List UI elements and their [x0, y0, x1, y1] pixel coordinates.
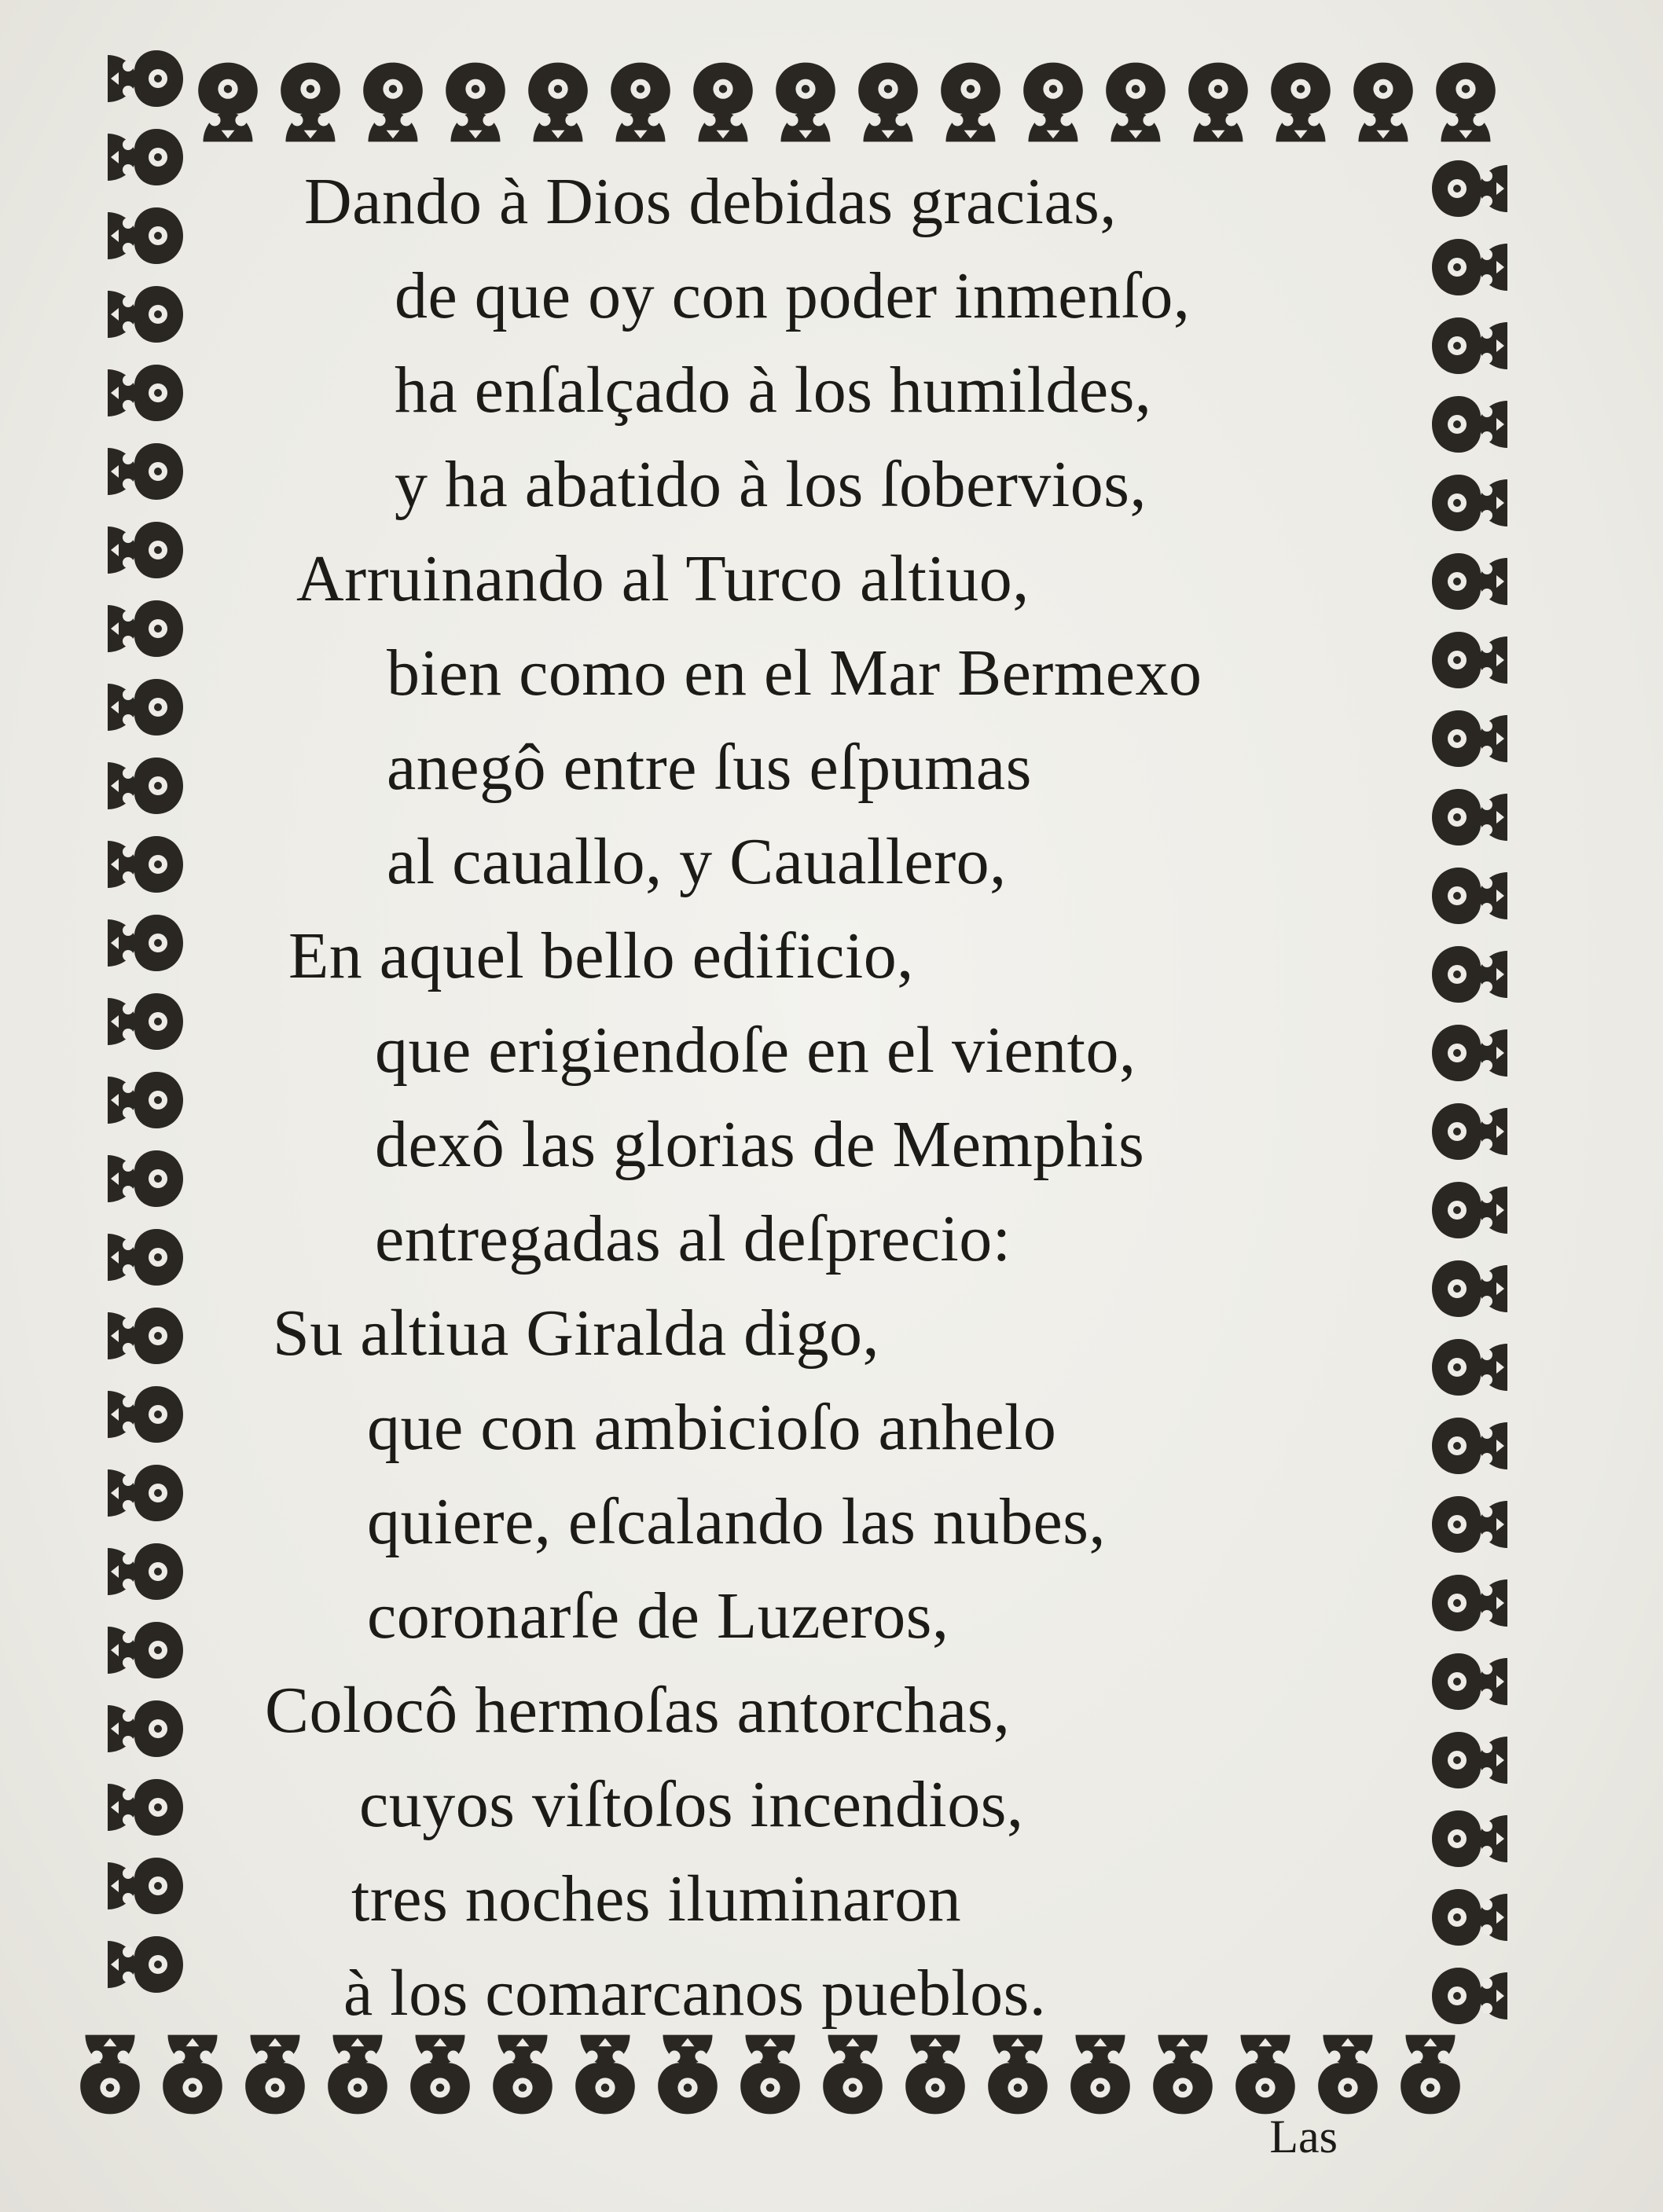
fleuron-ornament [941, 63, 1000, 142]
fleuron-ornament [446, 63, 505, 142]
fleuron-ornament [108, 50, 183, 107]
fleuron-ornament [1432, 317, 1507, 374]
fleuron-ornament [776, 63, 835, 142]
fleuron-ornament [108, 1858, 183, 1914]
fleuron-ornament [1432, 632, 1507, 688]
fleuron-ornament [163, 2035, 222, 2115]
fleuron-ornament [1432, 553, 1507, 610]
fleuron-ornament [905, 2035, 965, 2115]
verse-line: cuyos viſtoſos incendios, [359, 1768, 1024, 1841]
fleuron-ornament [1070, 2035, 1130, 2115]
fleuron-ornament [1432, 1182, 1507, 1238]
fleuron-ornament [108, 993, 183, 1050]
verse-line: quiere, eſcalando las nubes, [367, 1485, 1106, 1558]
verse-line: y ha abatido à los ſobervios, [395, 448, 1147, 521]
fleuron-ornament [740, 2035, 800, 2115]
fleuron-ornament [1432, 396, 1507, 453]
fleuron-ornament [281, 63, 340, 142]
fleuron-ornament [493, 2035, 552, 2115]
fleuron-ornament [108, 758, 183, 814]
verse-line: que erigiendoſe en el viento, [375, 1014, 1136, 1087]
border-bottom [80, 2035, 1460, 2115]
fleuron-ornament [108, 207, 183, 264]
fleuron-ornament [1432, 1575, 1507, 1631]
fleuron-ornament [108, 679, 183, 735]
verse-line: à los comarcanos pueblos. [343, 1957, 1047, 2030]
verse-line: bien como en el Mar Bermexo [387, 636, 1202, 710]
fleuron-ornament [108, 1465, 183, 1521]
fleuron-ornament [1353, 63, 1413, 142]
fleuron-ornament [1432, 1025, 1507, 1081]
fleuron-ornament [575, 2035, 635, 2115]
fleuron-ornament [1106, 63, 1166, 142]
verse-line: Su altiua Giralda digo, [273, 1297, 880, 1370]
fleuron-ornament [1432, 946, 1507, 1003]
fleuron-ornament [1432, 475, 1507, 531]
fleuron-ornament [363, 63, 423, 142]
fleuron-ornament [108, 129, 183, 185]
fleuron-ornament [1432, 160, 1507, 217]
verse-line: anegô entre ſus eſpumas [387, 731, 1032, 804]
fleuron-ornament [198, 63, 258, 142]
border-left [108, 50, 183, 1993]
fleuron-ornament [1401, 2035, 1460, 2115]
fleuron-ornament [988, 2035, 1048, 2115]
fleuron-ornament [108, 1072, 183, 1128]
fleuron-ornament [410, 2035, 470, 2115]
fleuron-ornament [1432, 1653, 1507, 1710]
fleuron-ornament [108, 1150, 183, 1207]
fleuron-ornament [328, 2035, 387, 2115]
fleuron-ornament [80, 2035, 140, 2115]
verse-line: dexô las glorias de Memphis [375, 1108, 1145, 1181]
fleuron-ornament [108, 1779, 183, 1836]
fleuron-ornament [1436, 63, 1496, 142]
verse-line: En aquel bello edificio, [288, 919, 914, 992]
fleuron-ornament [858, 63, 918, 142]
fleuron-ornament [1318, 2035, 1378, 2115]
fleuron-ornament [1023, 63, 1083, 142]
verse-line: Arruinando al Turco altiuo, [296, 542, 1030, 615]
fleuron-ornament [1432, 1339, 1507, 1396]
verse-line: de que oy con poder inmenſo, [395, 259, 1191, 332]
fleuron-ornament [611, 63, 670, 142]
fleuron-ornament [1432, 1103, 1507, 1160]
catchword: Las [1269, 2111, 1338, 2162]
fleuron-ornament [1432, 1418, 1507, 1474]
fleuron-ornament [108, 443, 183, 500]
verse-line: coronarſe de Luzeros, [367, 1579, 949, 1653]
fleuron-ornament [108, 522, 183, 578]
fleuron-ornament [108, 915, 183, 971]
fleuron-ornament [108, 1700, 183, 1757]
border-top [198, 63, 1496, 142]
fleuron-ornament [1432, 710, 1507, 767]
fleuron-ornament [1188, 63, 1248, 142]
verse-line: Colocô hermoſas antorchas, [265, 1674, 1011, 1747]
fleuron-ornament [1153, 2035, 1213, 2115]
fleuron-ornament [108, 286, 183, 343]
verse-line: Dando à Dios debidas gracias, [304, 165, 1117, 238]
fleuron-ornament [528, 63, 588, 142]
verse-line: que con ambicioſo anhelo [367, 1391, 1057, 1464]
fleuron-ornament [108, 1622, 183, 1678]
verse-line: tres noches iluminaron [351, 1862, 962, 1935]
fleuron-ornament [1432, 1260, 1507, 1317]
fleuron-ornament [108, 1229, 183, 1286]
fleuron-ornament [693, 63, 753, 142]
fleuron-ornament [245, 2035, 305, 2115]
fleuron-ornament [658, 2035, 718, 2115]
verse-line: ha enſalçado à los humildes, [395, 354, 1152, 427]
fleuron-ornament [1432, 789, 1507, 846]
fleuron-ornament [823, 2035, 883, 2115]
fleuron-ornament [1235, 2035, 1295, 2115]
fleuron-ornament [108, 600, 183, 657]
border-right [1432, 160, 1507, 2024]
fleuron-ornament [108, 1308, 183, 1364]
fleuron-ornament [1432, 1968, 1507, 2024]
fleuron-ornament [1432, 1889, 1507, 1946]
text-frame [206, 145, 1424, 2162]
fleuron-ornament [108, 1936, 183, 1993]
fleuron-ornament [108, 365, 183, 421]
fleuron-ornament [1432, 868, 1507, 924]
fleuron-ornament [1432, 1810, 1507, 1867]
fleuron-ornament [1432, 239, 1507, 295]
fleuron-ornament [1432, 1496, 1507, 1553]
fleuron-ornament [108, 1386, 183, 1443]
fleuron-ornament [1432, 1732, 1507, 1788]
verse-line: al cauallo, y Cauallero, [387, 825, 1007, 898]
fleuron-ornament [1271, 63, 1331, 142]
fleuron-ornament [108, 1543, 183, 1600]
fleuron-ornament [108, 836, 183, 893]
verse-line: entregadas al deſprecio: [375, 1202, 1011, 1275]
